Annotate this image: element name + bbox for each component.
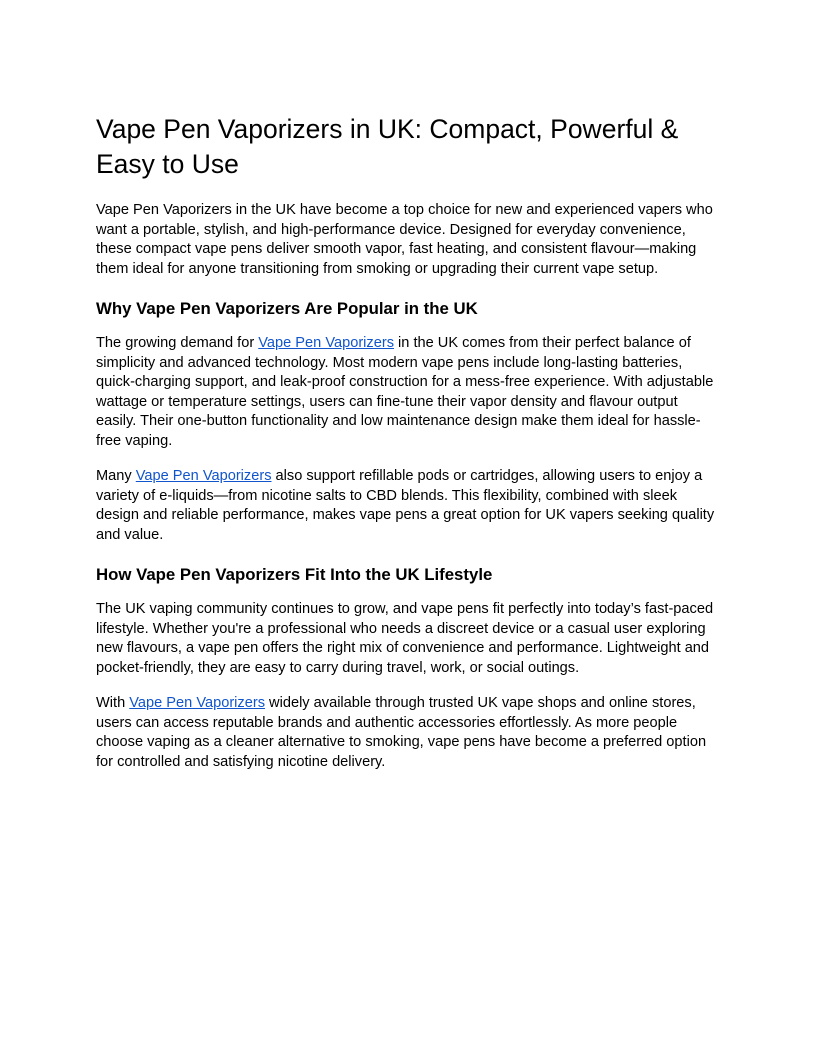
text-segment: in the UK comes from their perfect balance of simplicity and advanced technology. Most modern vape pens include long-lasting batteries, quick-charging support, and leak-proof construction for a mess-free experience. With adjustable wattage or temperature settings, users can fine-tune their vapor density and flavour output easily. Their one-button functionality and low maintenance design make them ideal for hassle-free vaping. [96,335,714,449]
text-segment: The growing demand for [96,335,259,351]
text-segment: also support refillable pods or cartridges, allowing users to enjoy a variety of e-liquids—from nicotine salts to CBD blends. This flexibility, combined with sleek design and reliable performance, makes vape pens a great option for UK vapers seeking quality and value. [96,468,715,543]
vape-pen-link[interactable]: Vape Pen Vaporizers [129,695,265,711]
popular-paragraph-1 [96,334,720,451]
document-title: Vape Pen Vaporizers in UK: Compact, Powerful & Easy to Use [96,114,679,179]
lifestyle-paragraph-1: The UK vaping community continues to grow, and vape pens fit perfectly into today’s fast-paced lifestyle. Whether you're a professional who needs a discreet device or a casual user exploring new flavours, a vape pen offers the right mix of convenience and performance. Lightweight and pocket-friendly, they are easy to carry during travel, work, or social outings. [96,601,714,676]
popular-paragraph-2 [96,467,720,545]
vape-pen-link[interactable]: Vape Pen Vaporizers [135,468,272,484]
intro-paragraph: Vape Pen Vaporizers in the UK have become a top choice for new and experienced vapers who want a portable, stylish, and high-performance device. Designed for everyday convenience, these compact vape pens deliver smooth vapor, fast heating, and consistent flavour—making them ideal for anyone transitioning from smoking or upgrading their current vape setup. [96,202,713,277]
text-segment: With [96,695,130,711]
lifestyle-paragraph-2 [96,694,720,772]
text-segment: Many [96,468,136,484]
section-heading-popular: Why Vape Pen Vaporizers Are Popular in the UK [96,299,478,318]
vape-pen-link[interactable]: Vape Pen Vaporizers [258,335,394,351]
section-heading-lifestyle: How Vape Pen Vaporizers Fit Into the UK Lifestyle [96,565,493,584]
document-page [96,112,720,788]
text-segment: widely available through trusted UK vape shops and online stores, users can access reputable brands and authentic accessories effortlessly. As more people choose vaping as a cleaner alternative to smoking, vape pens have become a preferred option for controlled and satisfying nicotine delivery. [96,695,707,770]
